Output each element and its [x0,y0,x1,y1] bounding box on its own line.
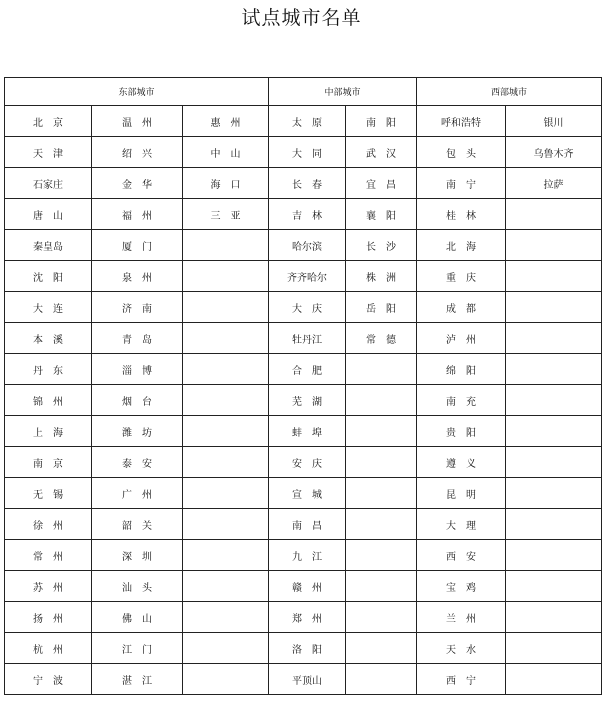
city-cell-west: 南 充 [417,385,506,416]
city-cell-west: 桂 林 [417,199,506,230]
city-cell-west [506,354,602,385]
city-cell-east: 唐 山 [5,199,92,230]
table-row [5,385,602,416]
table-row [5,354,602,385]
table-row [5,199,602,230]
city-cell-east: 潍 坊 [92,416,183,447]
city-cell-west [506,571,602,602]
city-cell-west: 银川 [506,106,602,137]
city-cell-west [506,447,602,478]
table-row [5,230,602,261]
city-cell-east [183,478,269,509]
city-cell-central: 九 江 [269,540,346,571]
city-cell-central: 常 德 [346,323,417,354]
pilot-cities-table [4,77,602,695]
city-cell-east: 佛 山 [92,602,183,633]
city-cell-central [346,664,417,695]
city-cell-east [183,292,269,323]
table-row [5,664,602,695]
table-row [5,633,602,664]
city-cell-east: 大 连 [5,292,92,323]
city-cell-west [506,385,602,416]
city-cell-east [183,664,269,695]
city-cell-central: 南 阳 [346,106,417,137]
city-cell-west: 贵 阳 [417,416,506,447]
city-cell-east: 烟 台 [92,385,183,416]
city-cell-east: 济 南 [92,292,183,323]
city-cell-east: 宁 波 [5,664,92,695]
city-cell-central: 齐齐哈尔 [269,261,346,292]
city-cell-east [183,354,269,385]
city-cell-west: 呼和浩特 [417,106,506,137]
table-row [5,509,602,540]
city-cell-west: 北 海 [417,230,506,261]
table-row [5,292,602,323]
city-cell-east [183,571,269,602]
city-cell-west [506,199,602,230]
city-cell-central [346,447,417,478]
city-cell-central: 平顶山 [269,664,346,695]
city-cell-central: 岳 阳 [346,292,417,323]
city-cell-east: 韶 关 [92,509,183,540]
city-cell-central [346,540,417,571]
city-cell-east [183,633,269,664]
city-cell-east: 泰 安 [92,447,183,478]
city-cell-west [506,509,602,540]
table-row [5,137,602,168]
city-cell-east: 青 岛 [92,323,183,354]
city-cell-central: 襄 阳 [346,199,417,230]
city-cell-central: 长 沙 [346,230,417,261]
city-cell-west [506,478,602,509]
city-cell-east: 江 门 [92,633,183,664]
city-cell-east [183,416,269,447]
city-cell-central: 牡丹江 [269,323,346,354]
city-cell-east: 南 京 [5,447,92,478]
city-cell-east: 扬 州 [5,602,92,633]
city-cell-central [346,385,417,416]
city-cell-east: 本 溪 [5,323,92,354]
city-cell-central: 太 原 [269,106,346,137]
city-cell-central: 赣 州 [269,571,346,602]
city-cell-east [183,509,269,540]
city-cell-central: 武 汉 [346,137,417,168]
city-cell-east: 深 圳 [92,540,183,571]
city-cell-east: 秦皇岛 [5,230,92,261]
city-cell-central: 芜 湖 [269,385,346,416]
city-cell-central: 安 庆 [269,447,346,478]
city-cell-west [506,416,602,447]
table-row [5,261,602,292]
city-cell-east: 金 华 [92,168,183,199]
table-row [5,168,602,199]
city-cell-west: 西 宁 [417,664,506,695]
table-row [5,602,602,633]
city-cell-west [506,261,602,292]
city-cell-central: 宜 昌 [346,168,417,199]
city-cell-east: 海 口 [183,168,269,199]
table-row [5,416,602,447]
city-cell-central [346,416,417,447]
header-west: 西部城市 [417,78,602,106]
city-cell-east: 无 锡 [5,478,92,509]
header-east: 东部城市 [5,78,269,106]
city-cell-central: 哈尔滨 [269,230,346,261]
city-cell-east [183,323,269,354]
city-cell-west: 昆 明 [417,478,506,509]
city-cell-east [183,447,269,478]
city-cell-central: 郑 州 [269,602,346,633]
city-cell-central: 合 肥 [269,354,346,385]
city-cell-central: 蚌 埠 [269,416,346,447]
city-cell-central: 洛 阳 [269,633,346,664]
city-cell-east: 广 州 [92,478,183,509]
header-central: 中部城市 [269,78,417,106]
city-cell-west: 南 宁 [417,168,506,199]
city-cell-east: 湛 江 [92,664,183,695]
city-cell-west: 大 理 [417,509,506,540]
city-cell-east: 惠 州 [183,106,269,137]
city-cell-east: 福 州 [92,199,183,230]
city-cell-west: 重 庆 [417,261,506,292]
city-cell-east: 石家庄 [5,168,92,199]
city-cell-central: 大 同 [269,137,346,168]
city-cell-west [506,323,602,354]
city-cell-east: 苏 州 [5,571,92,602]
city-cell-west: 遵 义 [417,447,506,478]
city-cell-east: 淄 博 [92,354,183,385]
city-cell-central: 株 洲 [346,261,417,292]
city-cell-east: 温 州 [92,106,183,137]
city-cell-east: 中 山 [183,137,269,168]
city-cell-east: 丹 东 [5,354,92,385]
page-title: 试点城市名单 [241,7,362,29]
table-row [5,323,602,354]
city-cell-west [506,633,602,664]
city-cell-east [183,540,269,571]
table-row [5,540,602,571]
city-cell-west: 拉萨 [506,168,602,199]
city-cell-west [506,292,602,323]
city-cell-central: 大 庆 [269,292,346,323]
city-cell-central [346,478,417,509]
city-cell-east: 汕 头 [92,571,183,602]
city-cell-east [183,261,269,292]
city-cell-central [346,354,417,385]
city-cell-west: 宝 鸡 [417,571,506,602]
city-cell-east [183,602,269,633]
city-cell-east [183,385,269,416]
city-cell-east: 杭 州 [5,633,92,664]
city-cell-central [346,633,417,664]
city-cell-central: 宣 城 [269,478,346,509]
table-row [5,106,602,137]
city-cell-west: 西 安 [417,540,506,571]
city-cell-west [506,230,602,261]
city-cell-east: 天 津 [5,137,92,168]
city-cell-west: 乌鲁木齐 [506,137,602,168]
city-cell-west [506,664,602,695]
city-cell-east: 三 亚 [183,199,269,230]
city-cell-east [183,230,269,261]
city-cell-east: 沈 阳 [5,261,92,292]
city-cell-east: 厦 门 [92,230,183,261]
city-cell-central [346,509,417,540]
table-row [5,478,602,509]
city-cell-west [506,602,602,633]
city-cell-west [506,540,602,571]
city-cell-central: 南 昌 [269,509,346,540]
city-cell-central [346,571,417,602]
city-cell-west: 成 都 [417,292,506,323]
city-cell-central: 长 春 [269,168,346,199]
city-cell-central [346,602,417,633]
city-cell-west: 泸 州 [417,323,506,354]
city-cell-east: 北 京 [5,106,92,137]
city-cell-east: 常 州 [5,540,92,571]
city-cell-west: 天 水 [417,633,506,664]
city-cell-west: 兰 州 [417,602,506,633]
city-cell-east: 锦 州 [5,385,92,416]
table-row [5,571,602,602]
city-cell-east: 泉 州 [92,261,183,292]
city-cell-east: 上 海 [5,416,92,447]
city-cell-east: 绍 兴 [92,137,183,168]
city-cell-west: 绵 阳 [417,354,506,385]
table-row [5,447,602,478]
city-cell-east: 徐 州 [5,509,92,540]
header-row [5,78,602,106]
city-cell-central: 吉 林 [269,199,346,230]
city-cell-west: 包 头 [417,137,506,168]
